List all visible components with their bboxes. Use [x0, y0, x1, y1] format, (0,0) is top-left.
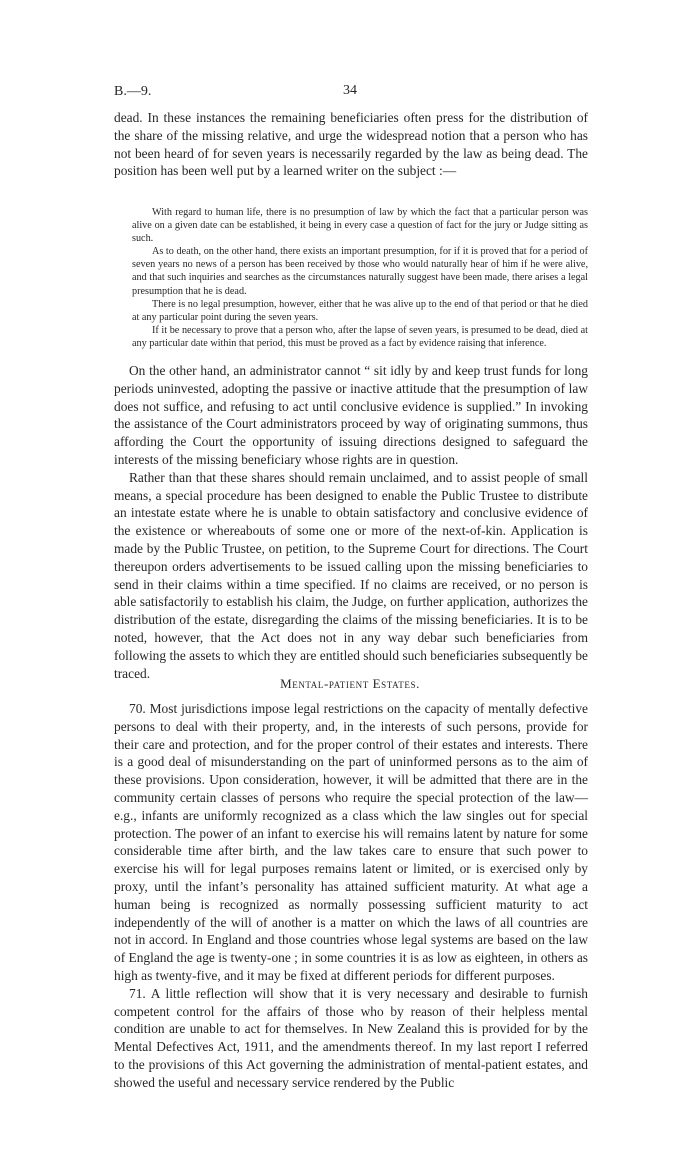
page-number: 34: [343, 83, 357, 98]
report-reference: B.—9.: [114, 84, 152, 99]
section-body: [114, 700, 588, 1092]
unclaimed-shares-paragraph: Rather than that these shares should remain unclaimed, and to assist people of small means, a special procedure has been designed to enable the Public Trustee to distribute an intestate estate where he is unable to obtain satisfactory and conclusive evidence of the existence or whereabouts of some one or more of the next-of-kin. Application is made by the Public Trustee, on petition, to the Supreme Court for directions. The Court thereupon orders advertisements to be issued calling upon the missing beneficiaries to send in their claims within a time specified. If no claims are received, or no person is able satisfactorily to establish his claim, the Judge, on further application, authorizes the distribution of the estate, disregarding the claims of the missing beneficiaries. It is to be noted, however, that the Act does not in any way debar such beneficiaries from following the assets to which they are entitled should such beneficiaries subsequently be traced.: [114, 469, 588, 681]
paragraph-70: 70. Most jurisdictions impose legal restrictions on the capacity of mentally defective persons to deal with their property, and, in the interests of such persons, provide for their care and protection, and for the proper control of their estates and interests. There is a good deal of misunderstanding on the part of uninformed persons as to the aim of these provisions. Upon consideration, however, it will be admitted that there are in the community certain classes of persons who require the special protection of the law—e.g., infants are uniformly recognized as a class which the law singles out for special protection. The power of an infant to exercise his will remains latent by nature for some considerable time after birth, and the law takes care to ensure that such power to exercise his will for legal purposes remains latent or limited, or is exercised only by proxy, until the infant’s personality has attained sufficient maturity. At what age a human being is recognized as normally possessing sufficient maturity to act independently of the will of another is a matter on which the laws of all countries are not in accord. In England and those countries whose legal systems are based on the law of England the age is twenty-one ; in some countries it is as low as eighteen, in others as high as twenty-five, and it may be fixed at different periods for different purposes.: [114, 701, 588, 983]
block-quote: [132, 206, 588, 350]
intro-paragraph: dead. In these instances the remaining beneficiaries often press for the distribution of the share of the missing relative, and urge the widespread notion that a person who has not been heard of for seven years is necessarily regarded by the law as being dead. The position has been well put by a learned writer on the subject :—: [114, 110, 588, 179]
post-quote-block: [114, 362, 588, 682]
quote-paragraph-3: There is no legal presumption, however, either that he was alive up to the end of that period or that he died at any particular point during the seven years.: [132, 298, 588, 323]
administrator-paragraph: On the other hand, an administrator cannot “ sit idly by and keep trust funds for long periods uninvested, adopting the passive or inactive attitude that the presumption of law does not suffice, and refusing to act until conclusive evidence is supplied.” In invoking the assistance of the Court administrators proceed by way of originating summons, thus affording the Court the opportunity of issuing directions designed to safeguard the interests of the missing beneficiary whose rights are in question.: [114, 363, 588, 467]
section-heading: Mental-patient Estates.: [280, 676, 420, 691]
intro-block: [114, 109, 588, 180]
quote-paragraph-4: If it be necessary to prove that a person who, after the lapse of seven years, is presumed to be dead, died at any particular date within that period, this must be proved as a fact by evidence raising that inference.: [132, 324, 588, 349]
quote-paragraph-1: With regard to human life, there is no presumption of law by which the fact that a particular person was alive on a given date can be established, it being in every case a question of fact for the jury or Judge sitting as such.: [132, 207, 588, 245]
paragraph-71: 71. A little reflection will show that it is very necessary and desirable to furnish competent control for the affairs of those who by reason of their helpless mental condition are unable to act for themselves. In New Zealand this is provided for by the Mental Defectives Act, 1911, and the amendments thereof. In my last report I referred to the provisions of this Act governing the administration of mental-patient estates, and showed the useful and necessary service rendered by the Public: [114, 985, 588, 1090]
quote-paragraph-2: As to death, on the other hand, there exists an important presumption, for if it is proved that for a period of seven years no news of a person has been received by those who would naturally hear of him if he were alive, and that such inquiries and searches as the circumstances naturally suggest have been made, there arises a legal presumption that he is dead.: [132, 246, 588, 297]
